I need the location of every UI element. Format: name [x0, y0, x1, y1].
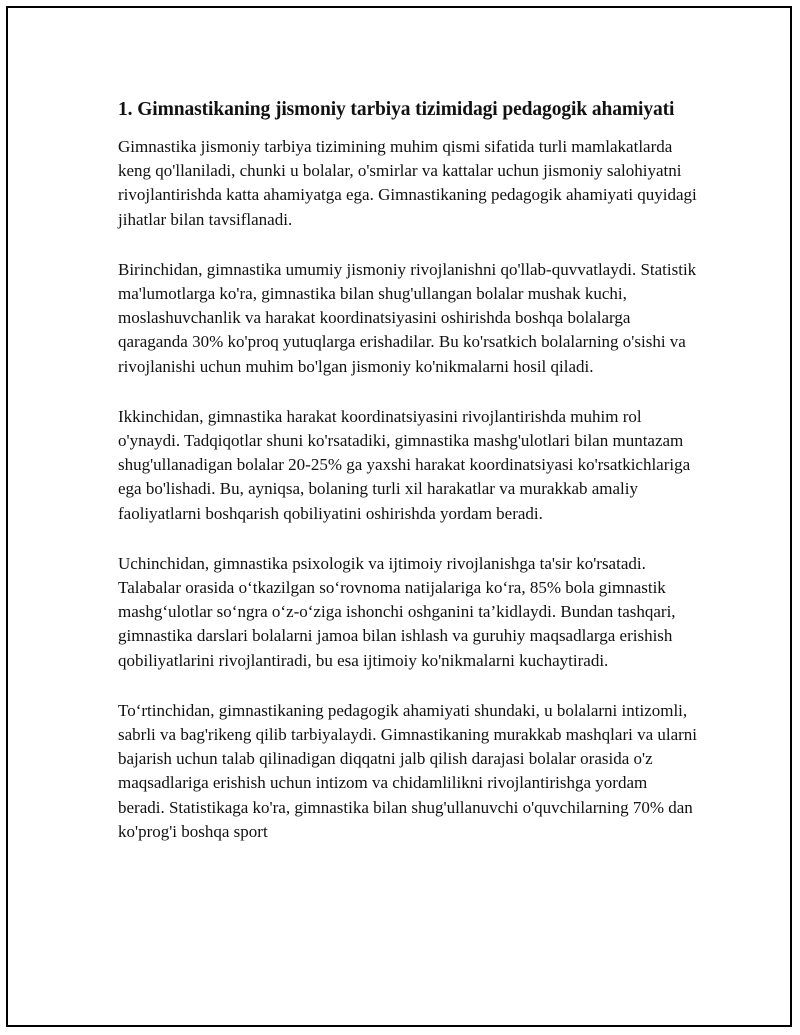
section-heading: 1. Gimnastikaning jismoniy tarbiya tizimidagi pedagogik ahamiyati: [118, 99, 675, 120]
document-page: [6, 6, 792, 1027]
paragraph-first-point: Birinchidan, gimnastika umumiy jismoniy rivojlanishni qo'llab-quvvatlaydi. Statistik ma'lumotlarga ko'ra, gimnastika bilan shug'ullangan bolalar mushak kuchi, moslashuvchanlik va harakat koordinatsiyasini oshirishda boshqa bolalarga qaraganda 30% ko'proq yutuqlarga erishadilar. Bu ko'rsatkich bolalarning o'sishi va rivojlanishi uchun muhim bo'lgan jismoniy ko'nikmalarni hosil qiladi.: [118, 259, 697, 376]
paragraph-intro: Gimnastika jismoniy tarbiya tizimining muhim qismi sifatida turli mamlakatlarda keng qo'llaniladi, chunki u bolalar, o'smirlar va kattalar uchun jismoniy salohiyatni rivojlantirishda katta ahamiyatga ega. Gimnastikaning pedagogik ahamiyati quyidagi jihatlar bilan tavsiflanadi.: [118, 137, 697, 229]
paragraph-second-point: Ikkinchidan, gimnastika harakat koordinatsiyasini rivojlantirishda muhim rol o'ynaydi. Tadqiqotlar shuni ko'rsatadiki, gimnastika mashg'ulotlari bilan muntazam shug'ullanadigan bolalar 20-25% ga yaxshi harakat koordinatsiyasi ko'rsatkichlariga ega bo'lishadi. Bu, ayniqsa, bolaning turli xil harakatlar va murakkab amaliy faoliyatlarni boshqarish qobiliyatini oshirishda yordam beradi.: [118, 406, 691, 523]
paragraph-third-point: Uchinchidan, gimnastika psixologik va ijtimoiy rivojlanishga ta'sir ko'rsatadi. Talabalar orasida o‘tkazilgan so‘rovnoma natijalariga ko‘ra, 85% bola gimnastik mashg‘ulotlar so‘ngra o‘z-o‘ziga ishonchi oshganini ta’kidlaydi. Bundan tashqari, gimnastika darslari bolalarni jamoa bilan ishlash va guruhiy maqsadlarga erishish qobiliyatlarini rivojlantiradi, bu esa ijtimoiy ko'nikmalarni kuchaytiradi.: [118, 553, 676, 670]
paragraph-fourth-point: To‘rtinchidan, gimnastikaning pedagogik ahamiyati shundaki, u bolalarni intizomli, sabrli va bag'rikeng qilib tarbiyalaydi. Gimnastikaning murakkab mashqlari va ularni bajarish uchun talab qilinadigan diqqatni jalb qilish darajasi bolalar orasida o'z maqsadlariga erishish uchun intizom va chidamlilikni rivojlantirishga yordam beradi. Statistikaga ko'ra, gimnastika bilan shug'ullanuvchi o'quvchilarning 70% dan ko'prog'i boshqa sport: [118, 700, 698, 841]
document-body: [118, 96, 698, 870]
